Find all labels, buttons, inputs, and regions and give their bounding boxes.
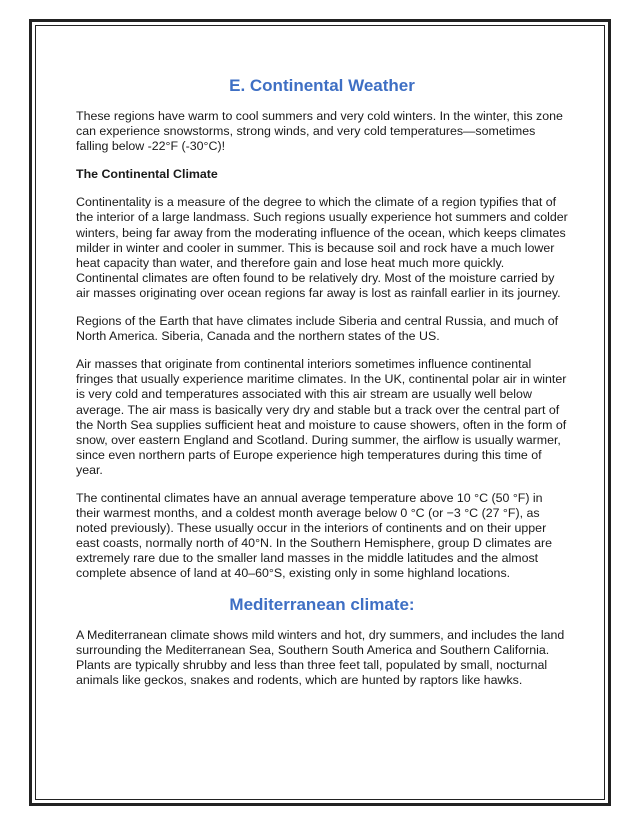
paragraph-air-masses: Air masses that originate from continental interiors sometimes influence continental fringes that usually experience maritime climates. In the UK, continental polar air in winter is very cold and temperatures associated with this air stream are usually well below average. The air mass is basically very dry and stable but a track over the central part of the North Sea supplies sufficient heat and moisture to cause showers, often in the form of snow, over eastern England and Scotland. During summer, the airflow is usually warmer, since even northern parts of Europe experience high temperatures during this time of year. xyxy=(76,357,567,477)
section-subheading: The Continental Climate xyxy=(76,167,218,182)
paragraph-temperatures: The continental climates have an annual average temperature above 10 °C (50 °F) in their warmest months, and a coldest month average below 0 °C (or −3 °C (27 °F), as noted previously). These usually occur in the interiors of continents and on their upper east coasts, normally north of 40°N. In the Southern Hemisphere, group D climates are extremely rare due to the smaller land masses in the middle latitudes and the almost complete absence of land at 40–60°S, existing only in some highland locations. xyxy=(76,490,553,581)
intro-paragraph: These regions have warm to cool summers and very cold winters. In the winter, this zone can experience snowstorms, strong winds, and very cold temperatures—sometimes falling below -22°F (-30°C)! xyxy=(76,109,563,154)
paragraph-mediterranean: A Mediterranean climate shows mild winters and hot, dry summers, and includes the land surrounding the Mediterranean Sea, Southern South America and Southern California. Plants are typically shrubby and less than three feet tall, populated by small, nocturnal animals like geckos, snakes and rodents, which are hunted by raptors like hawks. xyxy=(76,627,565,687)
mediterranean-heading: Mediterranean climate: xyxy=(229,594,415,614)
paragraph-continentality: Continentality is a measure of the degree to which the climate of a region typifies that of the interior of a large landmass. Such regions usually experience hot summers and colder winters, being far away from the moderating influence of the ocean, which keeps climates milder in winter and cooler in summer. This is because soil and rock have a much lower heat capacity than water, and therefore gain and lose heat much more quickly. Continental climates are often found to be relatively dry. Most of the moisture carried by air masses originating over ocean regions far away is lost as rainfall earlier in its journey. xyxy=(76,195,568,300)
document-body xyxy=(76,76,568,701)
page-title: E. Continental Weather xyxy=(229,76,415,95)
paragraph-regions: Regions of the Earth that have climates include Siberia and central Russia, and much of North America. Siberia, Canada and the northern states of the US. xyxy=(76,314,559,344)
